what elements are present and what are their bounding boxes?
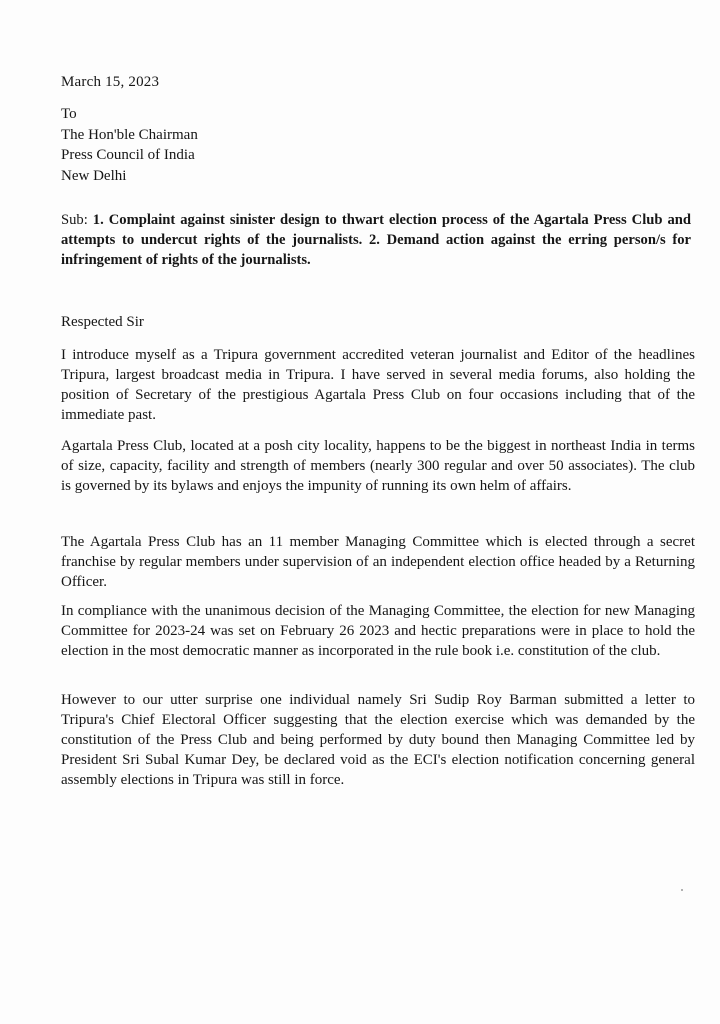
address-line-organization: Press Council of India xyxy=(61,147,195,163)
recipient-address xyxy=(61,104,198,186)
body-paragraph: I introduce myself as a Tripura government accredited veteran journalist and Editor of the headlines Tripura, largest broadcast media in Tripura. I have served in several media forums, also holding the position of Secretary of the prestigious Agartala Press Club on four occasions including that of the immediate past. xyxy=(61,347,695,423)
body-paragraph: In compliance with the unanimous decision of the Managing Committee, the election for new Managing Committee for 2023-24 was set on February 26 2023 and hectic preparations were in place to hold the election in the most democratic manner as incorporated in the rule book i.e. constitution of the club. xyxy=(61,603,695,659)
scan-speck xyxy=(681,889,683,891)
salutation: Respected Sir xyxy=(61,314,144,330)
body-paragraph: Agartala Press Club, located at a posh city locality, happens to be the biggest in northeast India in terms of size, capacity, facility and strength of members (nearly 300 regular and over 50 associates). The club is governed by its bylaws and enjoys the impunity of running its own helm of affairs. xyxy=(61,438,695,494)
subject-line xyxy=(61,210,691,270)
letter-date: March 15, 2023 xyxy=(61,74,160,90)
address-line-to: To xyxy=(61,106,77,122)
address-line-title: The Hon'ble Chairman xyxy=(61,126,198,143)
body-paragraph: The Agartala Press Club has an 11 member Managing Committee which is elected through a secret franchise by regular members under supervision of an independent election office headed by a Returning Officer. xyxy=(61,534,695,590)
subject-label: Sub: xyxy=(61,212,88,228)
subject-text: 1. Complaint against sinister design to thwart election process of the Agartala Press Club and attempts to undercut rights of the journalists. 2. Demand action against the erring person/s for infringement of rights of the journalists. xyxy=(61,212,692,268)
address-line-city: New Delhi xyxy=(61,167,127,184)
body-paragraph: However to our utter surprise one individual namely Sri Sudip Roy Barman submitted a letter to Tripura's Chief Electoral Officer suggesting that the election exercise which was demanded by the constitution of the Press Club and being performed by duty bound then Managing Committee led by President Sri Subal Kumar Dey, be declared void as the ECI's election notification concerning general assembly elections in Tripura was still in force. xyxy=(61,692,695,788)
